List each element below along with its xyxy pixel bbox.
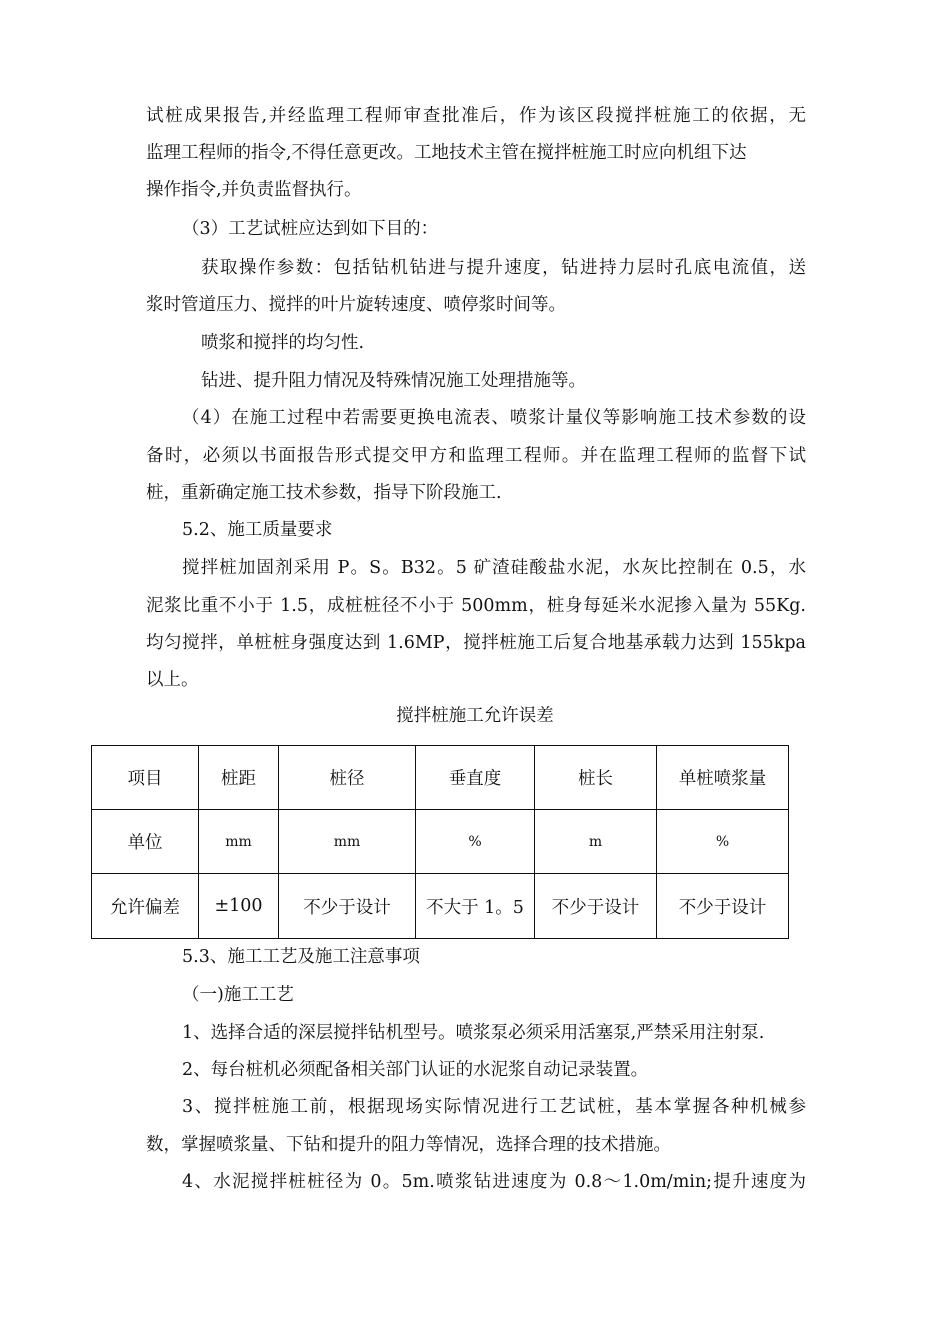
body-text-line: 监理工程师的指令,不得任意更改。工地技术主管在搅拌桩施工时应向机组下达 xyxy=(146,143,747,163)
body-text-line: 试桩成果报告,并经监理工程师审查批准后，作为该区段搅拌桩施工的依据，无 xyxy=(146,106,806,126)
body-text-line: 浆时管道压力、搅拌的叶片旋转速度、喷停浆时间等。 xyxy=(146,295,566,315)
section-item-3: （3）工艺试桩应达到如下目的： xyxy=(182,219,439,239)
table-header-cell: 桩距 xyxy=(199,746,279,810)
table-row-unit xyxy=(92,810,789,874)
table-header-row xyxy=(92,746,789,810)
section-item-4: （4）在施工过程中若需要更换电流表、喷浆计量仪等影响施工技术参数的设 xyxy=(182,408,806,428)
body-text-line: 操作指令,并负责监督执行。 xyxy=(146,180,362,200)
table-header-cell: 单桩喷浆量 xyxy=(657,746,789,810)
table-header-cell: 项目 xyxy=(92,746,199,810)
body-text-line: 备时，必须以书面报告形式提交甲方和监理工程师。并在监理工程师的监督下试 xyxy=(146,446,806,466)
body-text-line: 均匀搅拌，单桩桩身强度达到 1.6MP，搅拌桩施工后复合地基承载力达到 155kpa xyxy=(146,633,806,653)
body-text-line: 钻进、提升阻力情况及特殊情况施工处理措施等。 xyxy=(201,371,586,391)
section-heading-5-2: 5.2、施工质量要求 xyxy=(182,520,333,540)
table-cell: mm xyxy=(199,810,279,874)
table-cell: ±100 xyxy=(199,874,279,939)
table-caption: 搅拌桩施工允许误差 xyxy=(396,706,554,726)
body-text-line: 数，掌握喷浆量、下钻和提升的阻力等情况，选择合理的技术措施。 xyxy=(146,1135,671,1155)
table-row-tolerance xyxy=(92,874,789,939)
table-header-cell: 桩长 xyxy=(535,746,657,810)
table-cell: 不大于 1。5 xyxy=(416,874,535,939)
table-cell: 不少于设计 xyxy=(535,874,657,939)
table-cell: 允许偏差 xyxy=(92,874,199,939)
body-text-line: 喷浆和搅拌的均匀性. xyxy=(201,333,365,353)
list-item: 3、搅拌桩施工前，根据现场实际情况进行工艺试桩，基本掌握各种机械参 xyxy=(182,1097,806,1117)
table-cell: 不少于设计 xyxy=(657,874,789,939)
table-header-cell: 垂直度 xyxy=(416,746,535,810)
subsection-heading: （一)施工工艺 xyxy=(182,985,294,1005)
body-text-line: 桩，重新确定施工技术参数，指导下阶段施工. xyxy=(146,483,502,503)
section-heading-5-3: 5.3、施工工艺及施工注意事项 xyxy=(182,947,420,967)
table-cell: m xyxy=(535,810,657,874)
list-item: 2、每台桩机必须配备相关部门认证的水泥浆自动记录装置。 xyxy=(182,1060,649,1080)
table-cell: % xyxy=(416,810,535,874)
body-text-line: 以上。 xyxy=(146,670,199,690)
table-cell: 单位 xyxy=(92,810,199,874)
table-cell: % xyxy=(657,810,789,874)
body-text-line: 搅拌桩加固剂采用 P。S。B32。5 矿渣硅酸盐水泥，水灰比控制在 0.5，水 xyxy=(182,558,806,578)
table-cell: mm xyxy=(279,810,416,874)
body-text-line: 获取操作参数：包括钻机钻进与提升速度，钻进持力层时孔底电流值，送 xyxy=(201,258,806,278)
body-text-line: 泥浆比重不小于 1.5，成桩桩径不小于 500mm，桩身每延米水泥掺入量为 55Kg. xyxy=(146,596,806,616)
tolerance-table xyxy=(91,745,789,939)
list-item: 1、选择合适的深层搅拌钻机型号。喷浆泵必须采用活塞泵,严禁采用注射泵. xyxy=(182,1023,765,1043)
table-header-cell: 桩径 xyxy=(279,746,416,810)
list-item: 4、水泥搅拌桩桩径为 0。5m.喷浆钻进速度为 0.8～1.0m/min;提升速度为 xyxy=(182,1172,806,1192)
table-cell: 不少于设计 xyxy=(279,874,416,939)
